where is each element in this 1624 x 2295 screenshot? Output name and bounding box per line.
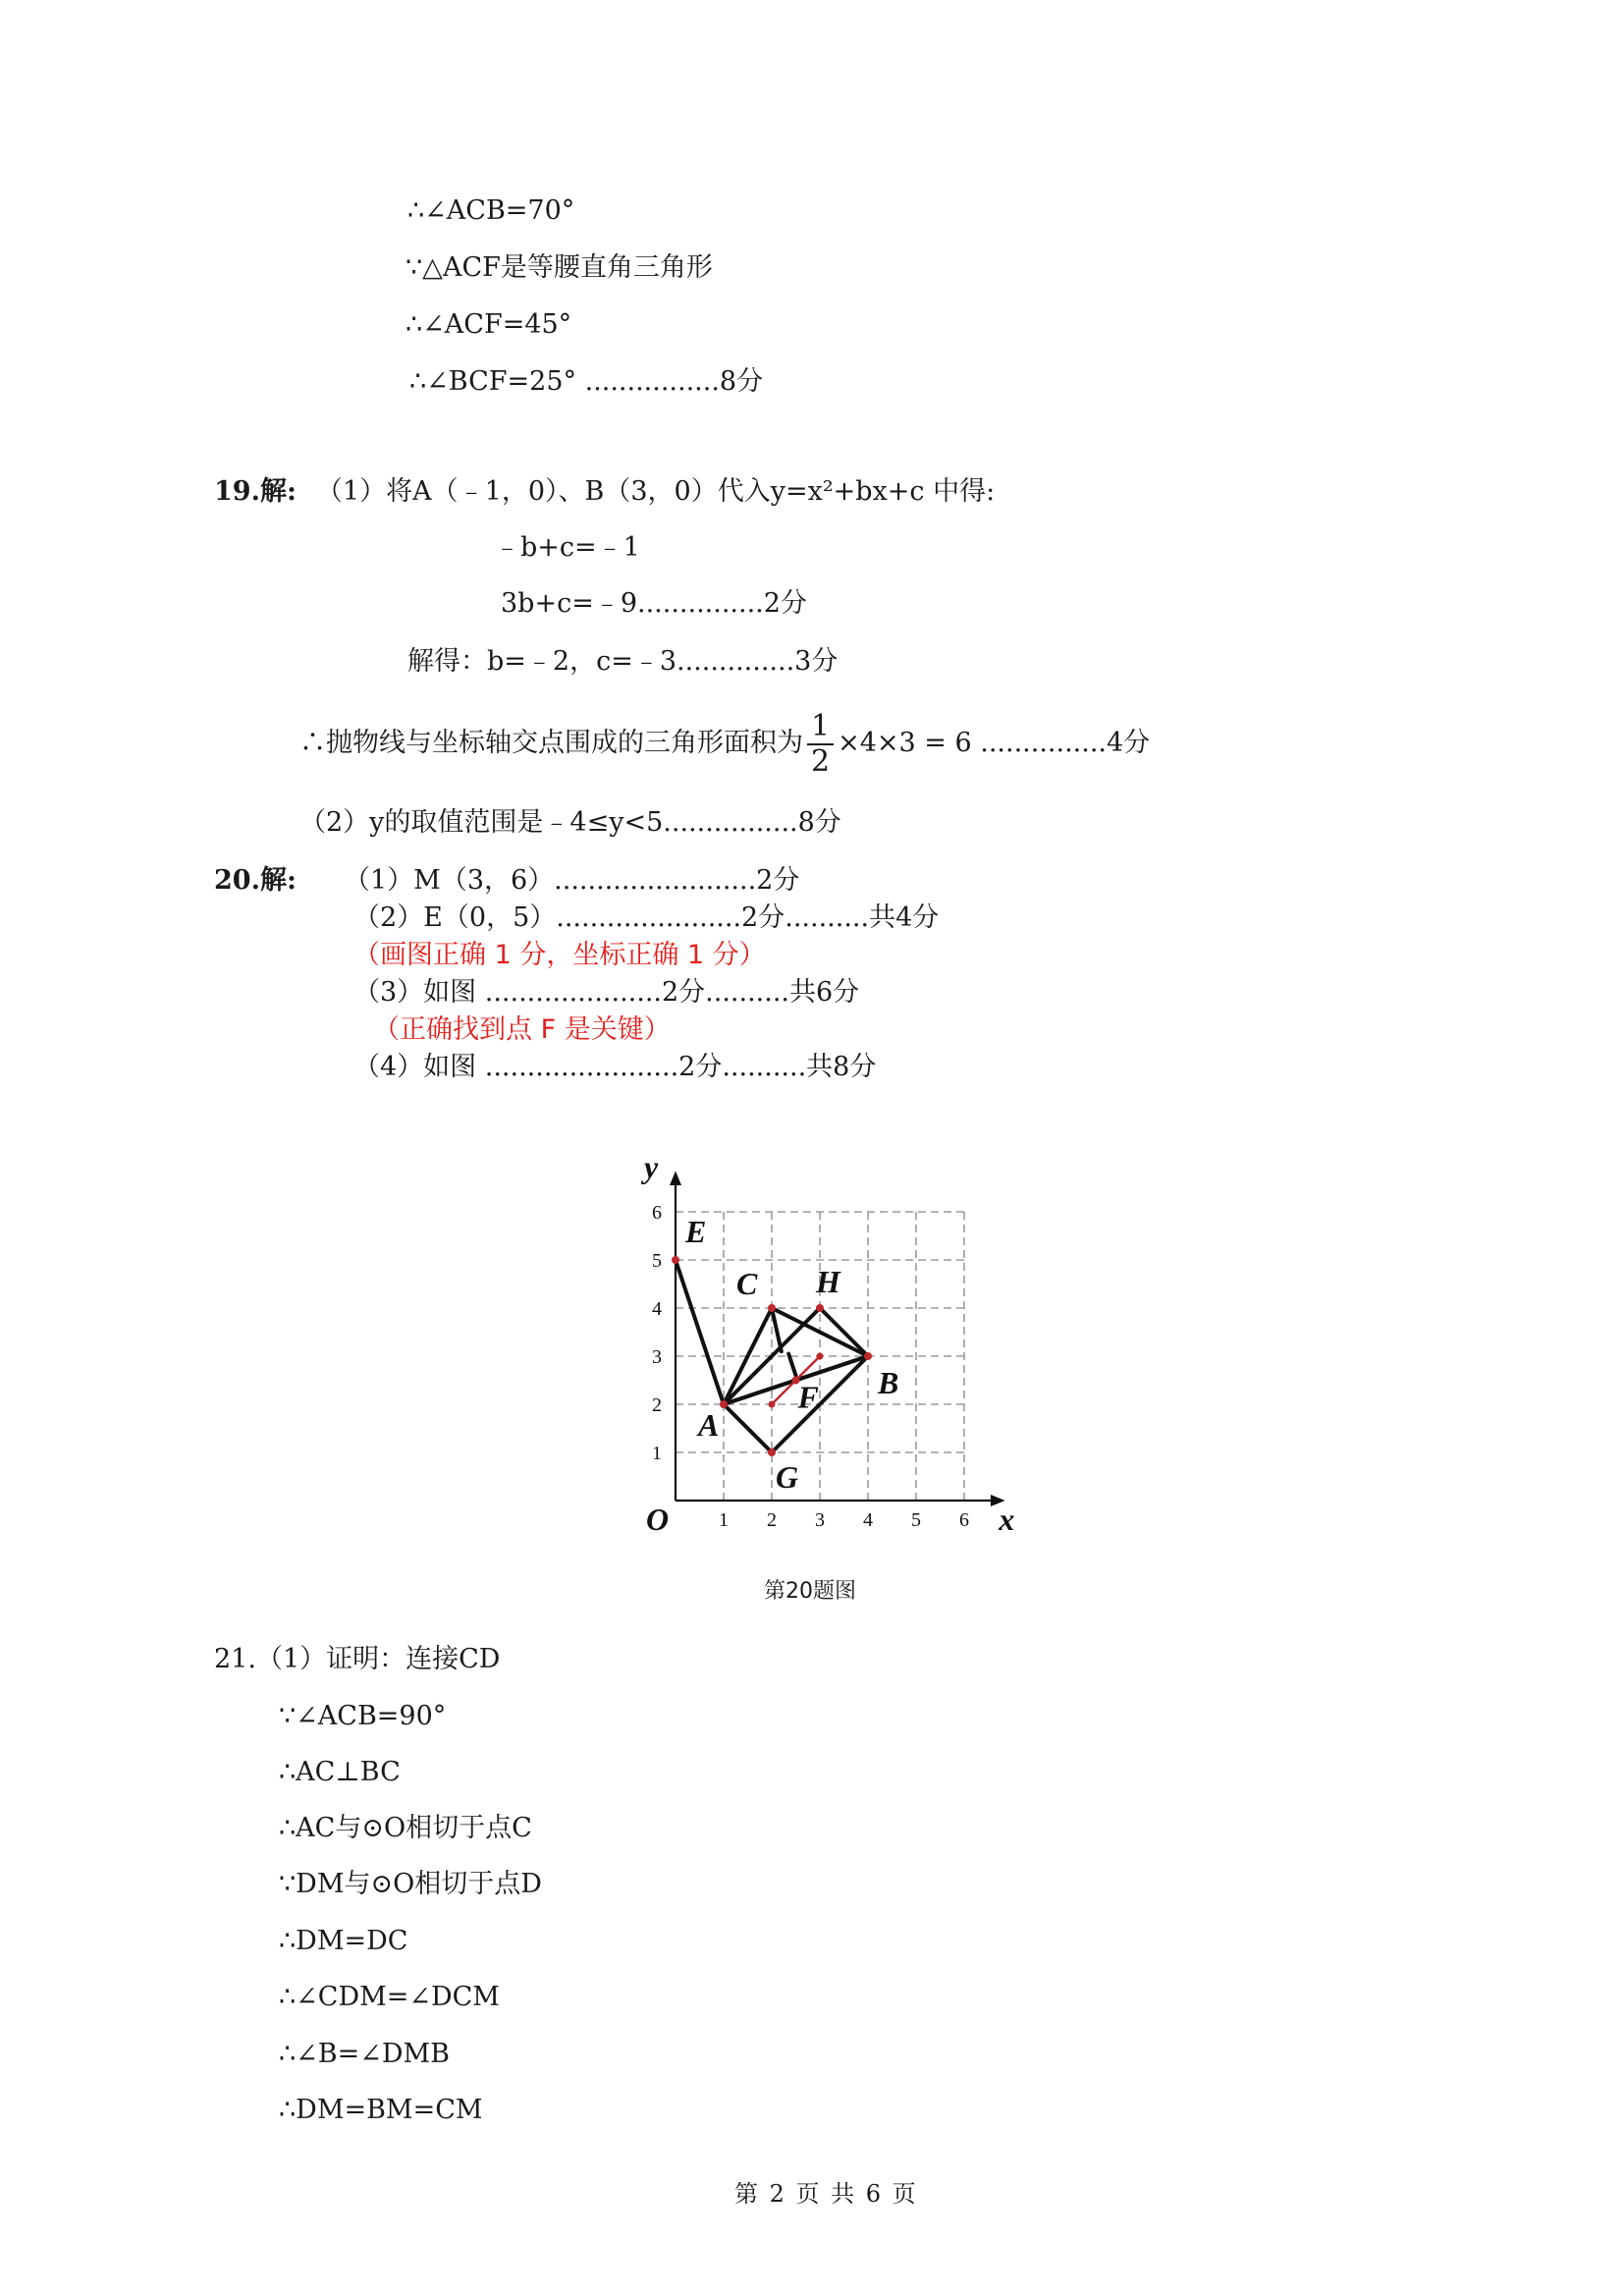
x-tick-label: 6 bbox=[959, 1509, 969, 1531]
q18-line-3: ∴∠ACF=45° bbox=[406, 309, 572, 340]
figure-segment bbox=[788, 1354, 795, 1376]
q19-intro: （1）将A（﹣1，0）、B（3，0）代入y=x²+bx+c 中得: bbox=[316, 476, 996, 507]
point-label-G: G bbox=[776, 1459, 799, 1495]
q19-eq2: 3b+c=﹣9...............2分 bbox=[501, 588, 807, 619]
q20-note1: （画图正确 1 分，坐标正确 1 分） bbox=[353, 940, 766, 970]
point-label-F: F bbox=[797, 1379, 819, 1415]
fraction-numerator: 1 bbox=[807, 710, 834, 745]
point-label-H: H bbox=[816, 1264, 840, 1299]
helper-dot bbox=[769, 1401, 776, 1408]
q21-line-7: ∴∠CDM=∠DCM bbox=[279, 1982, 500, 2012]
figure-segment bbox=[724, 1404, 772, 1452]
q20-number: 20.解: bbox=[214, 865, 297, 896]
fraction bbox=[807, 710, 834, 779]
point-label-A: A bbox=[698, 1407, 720, 1443]
q19-eq1: ﹣b+c=﹣1 bbox=[494, 532, 640, 563]
figure-segment bbox=[676, 1260, 724, 1404]
q18-line-2: ∵△ACF是等腰直角三角形 bbox=[406, 252, 713, 283]
point-E-dot bbox=[672, 1256, 679, 1264]
coordinate-figure bbox=[609, 1159, 1021, 1552]
q21-line-1: 21.（1）证明：连接CD bbox=[214, 1644, 501, 1674]
q20-note2: （正确找到点 F 是关键） bbox=[373, 1014, 671, 1045]
y-tick-label: 5 bbox=[652, 1250, 662, 1272]
q20-part3: （3）如图 .....................2分..........共6分 bbox=[353, 977, 860, 1008]
figure-labels bbox=[640, 1159, 1014, 1537]
y-tick-label: 2 bbox=[652, 1394, 662, 1416]
point-label-B: B bbox=[878, 1365, 899, 1400]
x-tick-label: 2 bbox=[767, 1509, 777, 1531]
q19-area-suffix: ×4×3 = 6 ...............4分 bbox=[838, 728, 1151, 758]
point-C-dot bbox=[768, 1304, 776, 1312]
figure-segment bbox=[820, 1308, 868, 1356]
origin-label: O bbox=[646, 1502, 670, 1537]
y-tick-label: 4 bbox=[652, 1298, 662, 1320]
point-H-dot bbox=[816, 1304, 824, 1312]
axes bbox=[670, 1171, 1005, 1506]
y-tick-label: 3 bbox=[652, 1346, 662, 1368]
q19-area bbox=[299, 709, 1150, 779]
y-tick-label: 6 bbox=[652, 1202, 662, 1224]
q20-part1: （1）M（3，6）........................2分 bbox=[344, 865, 800, 896]
q19-part2: （2）y的取值范围是﹣4≤y<5................8分 bbox=[299, 807, 841, 838]
q19-number: 19.解: bbox=[214, 476, 297, 507]
figure-segment bbox=[772, 1308, 782, 1351]
figure-caption: 第20题图 bbox=[764, 1579, 856, 1604]
q19-area-prefix: ∴抛物线与坐标轴交点围成的三角形面积为 bbox=[299, 728, 803, 758]
helper-dot bbox=[817, 1353, 824, 1360]
x-axis-label: x bbox=[999, 1502, 1015, 1537]
q18-line-4: ∴∠BCF=25° ................8分 bbox=[409, 366, 764, 397]
page-footer: 第 2 页 共 6 页 bbox=[734, 2180, 918, 2208]
x-tick-label: 4 bbox=[863, 1509, 873, 1531]
x-tick-label: 5 bbox=[911, 1509, 921, 1531]
q20-part2: （2）E（0，5）......................2分..........共4分 bbox=[353, 902, 940, 933]
q21-line-8: ∴∠B=∠DMB bbox=[279, 2039, 451, 2069]
point-label-C: C bbox=[736, 1266, 758, 1301]
q18-line-1: ∴∠ACB=70° bbox=[407, 195, 575, 226]
q21-line-2: ∵∠ACB=90° bbox=[279, 1701, 447, 1731]
point-A-dot bbox=[720, 1400, 728, 1408]
x-tick-label: 1 bbox=[719, 1509, 729, 1531]
y-axis-arrow-icon bbox=[670, 1171, 681, 1185]
q21-line-3: ∴AC⊥BC bbox=[279, 1757, 401, 1787]
y-tick-label: 1 bbox=[652, 1443, 662, 1464]
point-G-dot bbox=[768, 1448, 776, 1456]
y-axis-label: y bbox=[644, 1159, 659, 1185]
x-tick-label: 3 bbox=[815, 1509, 825, 1531]
q21-line-5: ∵DM与⊙O相切于点D bbox=[279, 1869, 542, 1899]
q21-line-9: ∴DM=BM=CM bbox=[279, 2095, 483, 2125]
point-B-dot bbox=[864, 1352, 872, 1360]
point-label-E: E bbox=[685, 1214, 707, 1249]
q20-part4: （4）如图 .......................2分..........共8分 bbox=[353, 1052, 877, 1082]
q21-line-6: ∴DM=DC bbox=[279, 1926, 408, 1956]
q19-solve: 解得：b=﹣2，c=﹣3..............3分 bbox=[407, 646, 839, 677]
fraction-denominator: 2 bbox=[811, 743, 831, 779]
q21-line-4: ∴AC与⊙O相切于点C bbox=[279, 1813, 532, 1843]
